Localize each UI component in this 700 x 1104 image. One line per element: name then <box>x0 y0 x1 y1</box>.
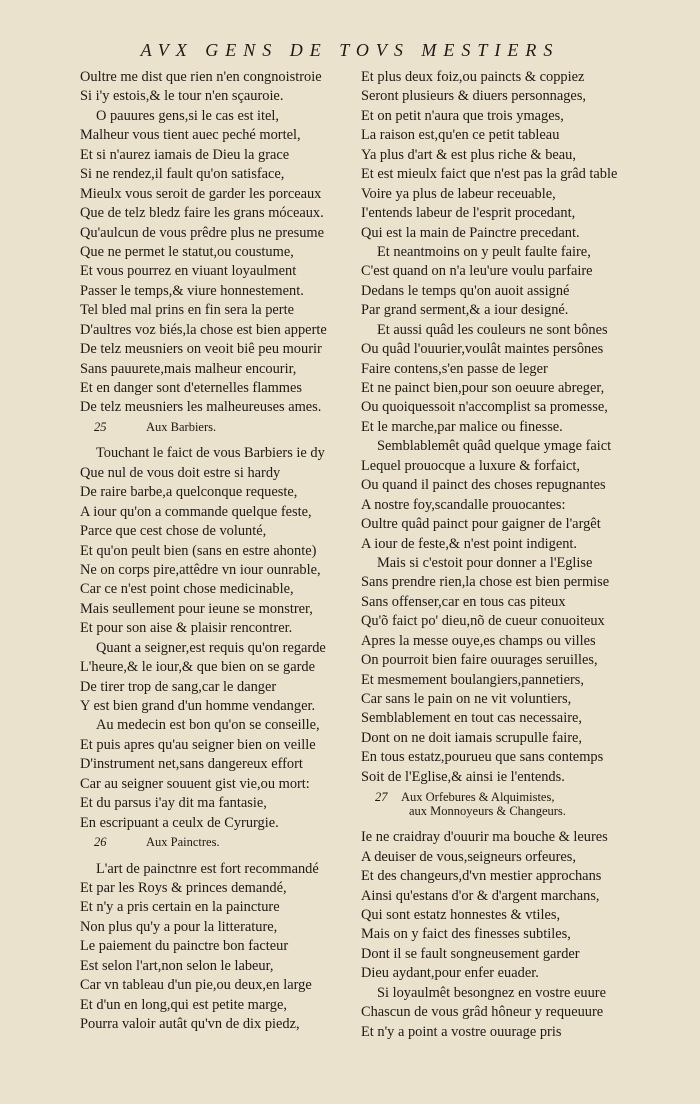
verse-line: L'heure,& le iour,& que bien on se garde <box>80 659 315 676</box>
verse-line: Et mesmement boulangiers,pannetiers, <box>361 671 584 688</box>
section-heading-25 <box>80 418 370 437</box>
right-verse-block-1 <box>361 68 651 787</box>
verse-line: Apres la messe ouye,es champs ou villes <box>361 632 596 649</box>
verse-line: Et on petit n'aura que trois ymages, <box>361 107 564 124</box>
verse-line: Et n'y a pris certain en la paincture <box>80 899 280 916</box>
verse-line: Parce que cest chose de volunté, <box>80 523 267 540</box>
verse-line: Dont on ne doit iamais scrupulle faire, <box>361 729 582 746</box>
verse-line: Chascun de vous grâd hôneur y requeuure <box>361 1004 604 1021</box>
verse-line: O pauures gens,si le cas est itel, <box>96 107 280 124</box>
verse-line: Dedans le temps qu'on auoit assigné <box>361 282 570 299</box>
verse-line: De telz meusniers les malheureuses ames. <box>80 399 322 416</box>
left-verse-block-1 <box>80 68 370 418</box>
verse-line: Et aussi quâd les couleurs ne sont bônes <box>377 321 608 338</box>
verse-line: C'est quand on n'a leu'ure voulu parfaire <box>361 263 593 280</box>
verse-line: Sans pauurete,mais malheur encourir, <box>80 360 297 377</box>
verse-line: Voire ya plus de labeur receuable, <box>361 185 556 202</box>
verse-line: D'instrument net,sans dangereux effort <box>80 756 303 773</box>
section-heading-26 <box>80 833 370 852</box>
verse-line: Et neantmoins on y peult faulte faire, <box>377 243 591 260</box>
verse-line: On pourroit bien faire ouurages seruilles, <box>361 652 598 669</box>
verse-line: Semblablement en tout cas necessaire, <box>361 710 582 727</box>
section-number: 27 <box>375 790 388 805</box>
left-verse-block-2 <box>80 444 370 833</box>
verse-line: Et d'un en long,qui est petite marge, <box>80 996 287 1013</box>
verse-line: Si i'y estois,& le tour n'en sçauroie. <box>80 88 284 105</box>
verse-line: Mais si c'estoit pour donner a l'Eglise <box>377 554 593 571</box>
section-title: Aux Painctres. <box>146 835 220 850</box>
verse-line: Qui sont estatz honnestes & vtiles, <box>361 906 561 923</box>
verse-line: Et est mieulx faict que n'est pas la grâd table <box>361 166 618 183</box>
verse-line: Et qu'on peult bien (sans en estre ahonte) <box>80 542 317 559</box>
verse-line: Soit de l'Eglise,& ainsi ie l'entends. <box>361 768 565 785</box>
verse-line: Tel bled mal prins en fin sera la perte <box>80 302 294 319</box>
verse-line: A iour de feste,& n'est point indigent. <box>361 535 578 552</box>
section-number: 25 <box>94 419 107 434</box>
section-heading-27 <box>361 790 651 818</box>
verse-line: Ou quâd l'ouurier,voulât maintes persônes <box>361 341 604 358</box>
verse-line: Ou quand il painct des choses repugnantes <box>361 477 606 494</box>
verse-line: Et plus deux foiz,ou paincts & coppiez <box>361 69 585 85</box>
verse-line: Ie ne craidray d'ouurir ma bouche & leures <box>361 829 608 846</box>
verse-line: Et puis apres qu'au seigner bien on veille <box>80 736 316 753</box>
verse-line: Le paiement du painctre bon facteur <box>80 938 289 955</box>
verse-line: Mais seullement pour ieune se monstrer, <box>80 600 313 617</box>
verse-line: Par grand serment,& a iour designé. <box>361 302 569 319</box>
verse-line: Mais on y faict des finesses subtiles, <box>361 926 571 943</box>
verse-line: En escripuant a ceulx de Cyrurgie. <box>80 814 279 831</box>
verse-line: Sans prendre rien,la chose est bien permise <box>361 574 610 591</box>
verse-line: Est selon l'art,non selon le labeur, <box>80 957 274 974</box>
verse-line: A deuiser de vous,seigneurs orfeures, <box>361 848 577 865</box>
verse-line: Que de telz bledz faire les grans móceaux. <box>80 205 324 222</box>
verse-line: La raison est,qu'en ce petit tableau <box>361 127 560 144</box>
verse-line: Ne on corps pire,attêdre vn iour ounrable, <box>80 561 321 578</box>
running-head: AVX GENS DE TOVS MESTIERS <box>140 40 560 60</box>
verse-line: Et le marche,par malice ou finesse. <box>361 418 563 435</box>
verse-line: Et si n'aurez iamais de Dieu la grace <box>80 146 290 163</box>
verse-line: Et par les Roys & princes demandé, <box>80 879 287 896</box>
section-title-line-2: aux Monnoyeurs & Changeurs. <box>409 804 566 819</box>
verse-line: Pourra valoir autât qu'vn de dix piedz, <box>80 1016 300 1032</box>
verse-line: Qu'aulcun de vous prêdre plus ne presume <box>80 224 324 241</box>
verse-line: Dieu aydant,pour enfer euader. <box>361 965 539 982</box>
section-number: 26 <box>94 835 107 850</box>
verse-line: Et n'y a point a vostre ouurage pris <box>361 1023 562 1040</box>
verse-line: Seront plusieurs & diuers personnages, <box>361 88 587 105</box>
verse-line: Que nul de vous doit estre si hardy <box>80 464 281 481</box>
verse-line: Et pour son aise & plaisir rencontrer. <box>80 620 293 637</box>
verse-line: Et vous pourrez en viuant loyaulment <box>80 263 297 280</box>
verse-line: Car vn tableau d'un pie,ou deux,en large <box>80 977 312 994</box>
verse-line: Si ne rendez,il fault qu'on satisface, <box>80 166 285 183</box>
verse-line: Et en danger sont d'eternelles flammes <box>80 380 302 396</box>
verse-line: De telz meusniers on veoit biê peu mourir <box>80 341 322 358</box>
verse-line: Oultre me dist que rien n'en congnoistroie <box>80 69 322 85</box>
verse-line: Qui est la main de Painctre precedant. <box>361 224 580 241</box>
verse-line: Et du parsus i'ay dit ma fantasie, <box>80 795 267 812</box>
verse-line: Touchant le faict de vous Barbiers ie dy <box>96 445 325 462</box>
verse-line: Dont il se fault songneusement garder <box>361 945 580 962</box>
verse-line: Y est bien grand d'un homme vendanger. <box>80 698 316 714</box>
verse-line: Lequel prouocque a luxure & forfaict, <box>361 457 580 474</box>
verse-line: Non plus qu'y a pour la litterature, <box>80 918 278 935</box>
verse-line: Oultre quâd painct pour gaigner de l'argêt <box>361 516 601 533</box>
left-verse-block-3 <box>80 860 370 1035</box>
verse-line: L'art de painctnre est fort recommandé <box>96 860 319 877</box>
verse-line: Au medecin est bon qu'on se conseille, <box>96 717 320 734</box>
verse-line: De raire barbe,a quelconque requeste, <box>80 484 298 501</box>
right-verse-block-2 <box>361 828 651 1042</box>
verse-line: Malheur vous tient auec peché mortel, <box>80 127 301 144</box>
verse-line: Si loyaulmêt besongnez en vostre euure <box>377 984 606 1001</box>
verse-line: Semblablemêt quâd quelque ymage faict <box>377 438 612 455</box>
verse-line: Et ne painct bien,pour son oeuure abreger, <box>361 380 605 396</box>
verse-line: Qu'õ faict po' dieu,nõ de cueur conuoiteux <box>361 613 605 630</box>
verse-line: Ou quoiquessoit n'accomplist sa promesse, <box>361 399 608 416</box>
verse-line: D'aultres voz biés,la chose est bien apperte <box>80 321 327 338</box>
section-title-line-1: Aux Orfebures & Alquimistes, <box>401 790 555 805</box>
verse-line: Mieulx vous seroit de garder les porceaux <box>80 185 322 202</box>
left-column <box>80 68 370 1034</box>
verse-line: Sans offenser,car en tous cas piteux <box>361 593 566 610</box>
verse-line: Ya plus d'art & est plus riche & beau, <box>361 146 576 163</box>
section-title: Aux Barbiers. <box>146 419 217 434</box>
verse-line: Car ce n'est point chose medicinable, <box>80 581 294 598</box>
verse-line: Et des changeurs,d'vn mestier approchans <box>361 868 602 885</box>
verse-line: En tous estatz,pourueu que sans contemps <box>361 749 604 766</box>
verse-line: A nostre foy,scandalle prouocantes: <box>361 496 566 513</box>
verse-line: I'entends labeur de l'esprit procedant, <box>361 205 576 222</box>
verse-line: Car au seigner souuent gist vie,ou mort: <box>80 775 310 792</box>
verse-line: Quant a seigner,est requis qu'on regarde <box>96 639 326 656</box>
verse-line: Faire contens,s'en passe de leger <box>361 360 548 377</box>
verse-line: Passer le temps,& viure honnestement. <box>80 282 304 299</box>
verse-line: Car sans le pain on ne vit voluntiers, <box>361 691 572 707</box>
right-column <box>361 68 651 1042</box>
verse-line: A iour qu'on a commande quelque feste, <box>80 503 312 520</box>
verse-line: Ainsi qu'estans d'or & d'argent marchans, <box>361 887 600 904</box>
verse-line: Que ne permet le statut,ou coustume, <box>80 243 294 260</box>
verse-line: De tirer trop de sang,car le danger <box>80 678 277 695</box>
